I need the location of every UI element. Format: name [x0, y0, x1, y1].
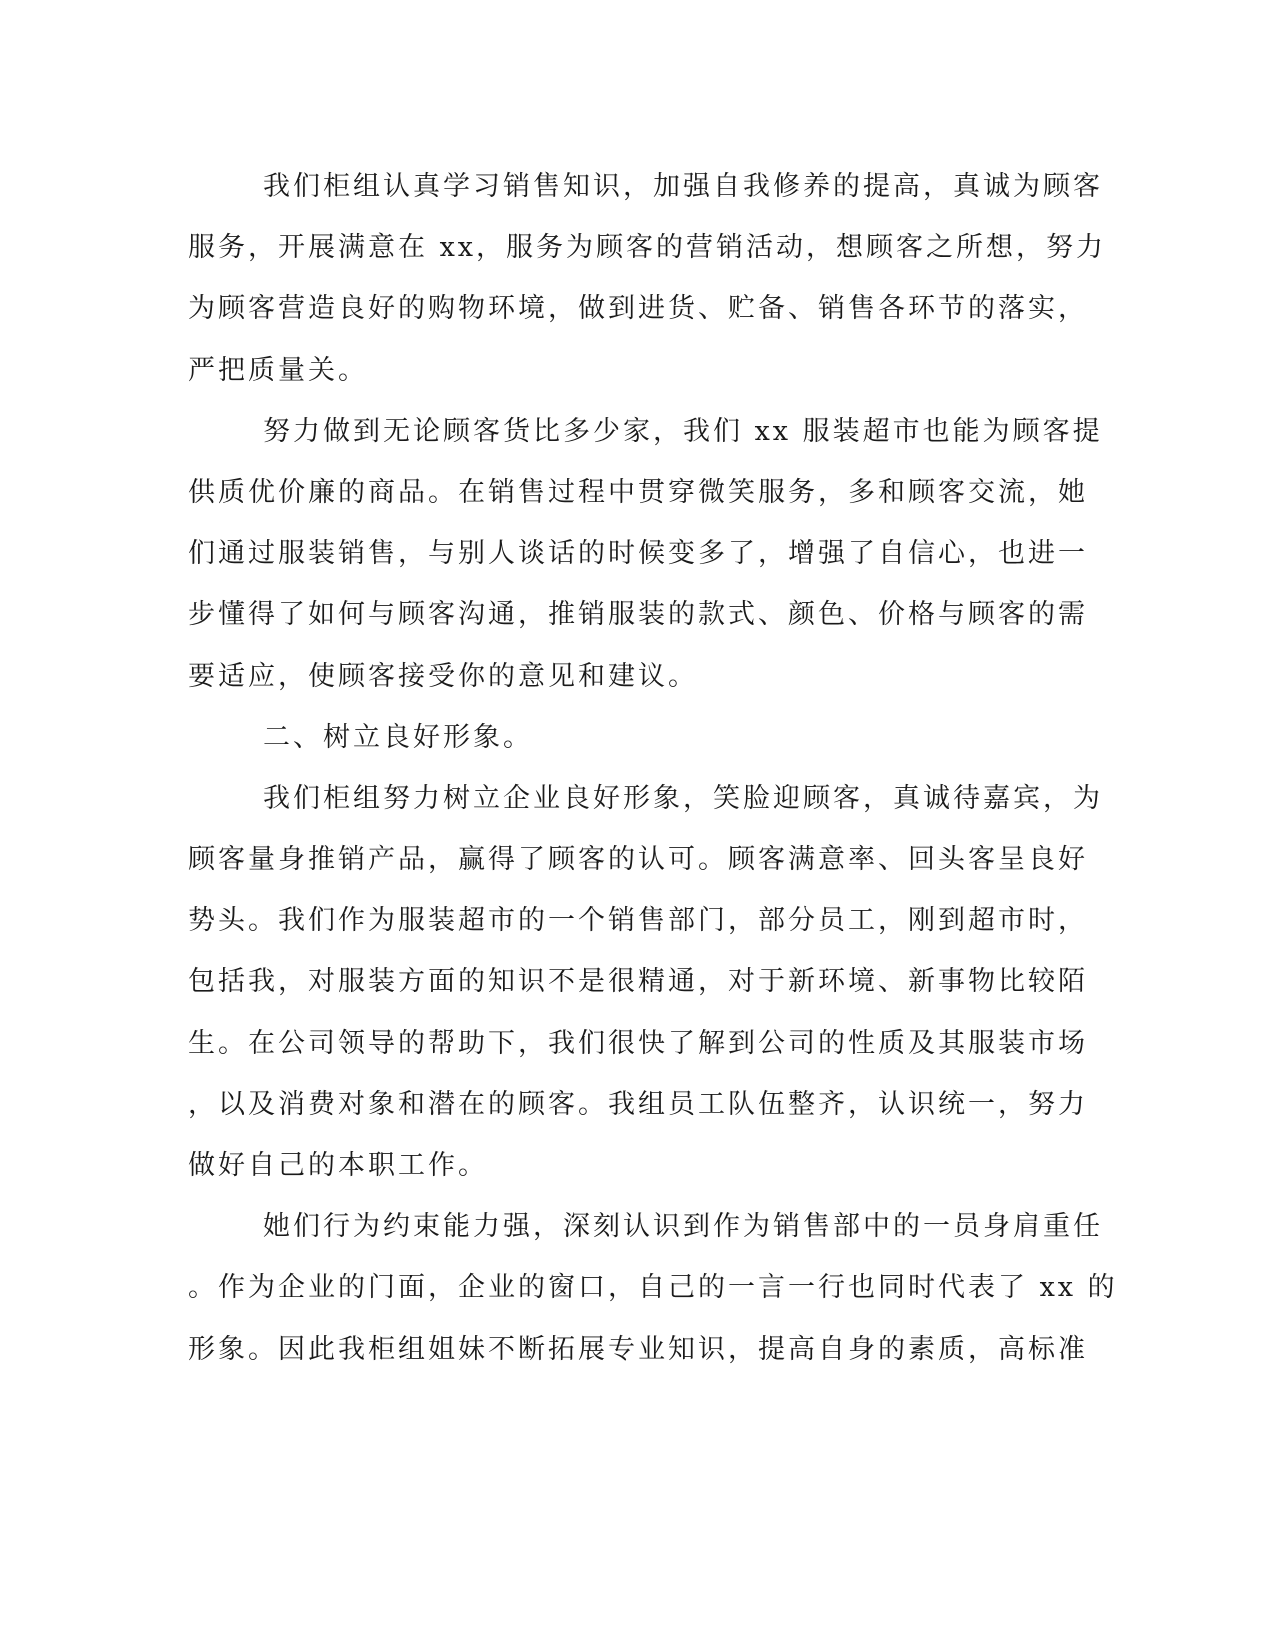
text-line: 她们行为约束能力强，深刻认识到作为销售部中的一员身肩重任: [263, 1211, 1103, 1243]
text-line: 为顾客营造良好的购物环境，做到进货、贮备、销售各环节的落实，: [188, 293, 1088, 325]
text-line: 供质优价廉的商品。在销售过程中贯穿微笑服务，多和顾客交流，她: [188, 476, 1088, 508]
text-line: 。作为企业的门面，企业的窗口，自己的一言一行也同时代表了 xx 的: [188, 1272, 1118, 1304]
text-line: 势头。我们作为服装超市的一个销售部门，部分员工，刚到超市时，: [188, 905, 1088, 937]
text-line: 形象。因此我柜组姐妹不断拓展专业知识，提高自身的素质，高标准: [188, 1333, 1088, 1365]
text-line: 包括我，对服装方面的知识不是很精通，对于新环境、新事物比较陌: [188, 966, 1088, 998]
body-text: [188, 156, 1118, 1380]
text-line: 生。在公司领导的帮助下，我们很快了解到公司的性质及其服装市场: [188, 1027, 1088, 1059]
text-line: 服务，开展满意在 xx，服务为顾客的营销活动，想顾客之所想，努力: [188, 232, 1107, 264]
text-line: 做好自己的本职工作。: [188, 1150, 488, 1181]
text-line: 努力做到无论顾客货比多少家，我们 xx 服装超市也能为顾客提: [263, 415, 1103, 447]
text-line: 们通过服装销售，与别人谈话的时候变多了，增强了自信心，也进一: [188, 538, 1088, 570]
text-line: 我们柜组努力树立企业良好形象，笑脸迎顾客，真诚待嘉宾，为: [263, 782, 1103, 814]
text-line: ，以及消费对象和潜在的顾客。我组员工队伍整齐，认识统一，努力: [188, 1088, 1088, 1120]
text-line: 我们柜组认真学习销售知识，加强自我修养的提高，真诚为顾客: [263, 171, 1103, 202]
text-line: 要适应，使顾客接受你的意见和建议。: [188, 660, 698, 692]
text-line: 严把质量关。: [188, 354, 368, 386]
text-line: 二、树立良好形象。: [263, 721, 533, 753]
text-line: 步懂得了如何与顾客沟通，推销服装的款式、颜色、价格与顾客的需: [188, 599, 1088, 631]
text-line: 顾客量身推销产品，赢得了顾客的认可。顾客满意率、回头客呈良好: [188, 844, 1088, 876]
